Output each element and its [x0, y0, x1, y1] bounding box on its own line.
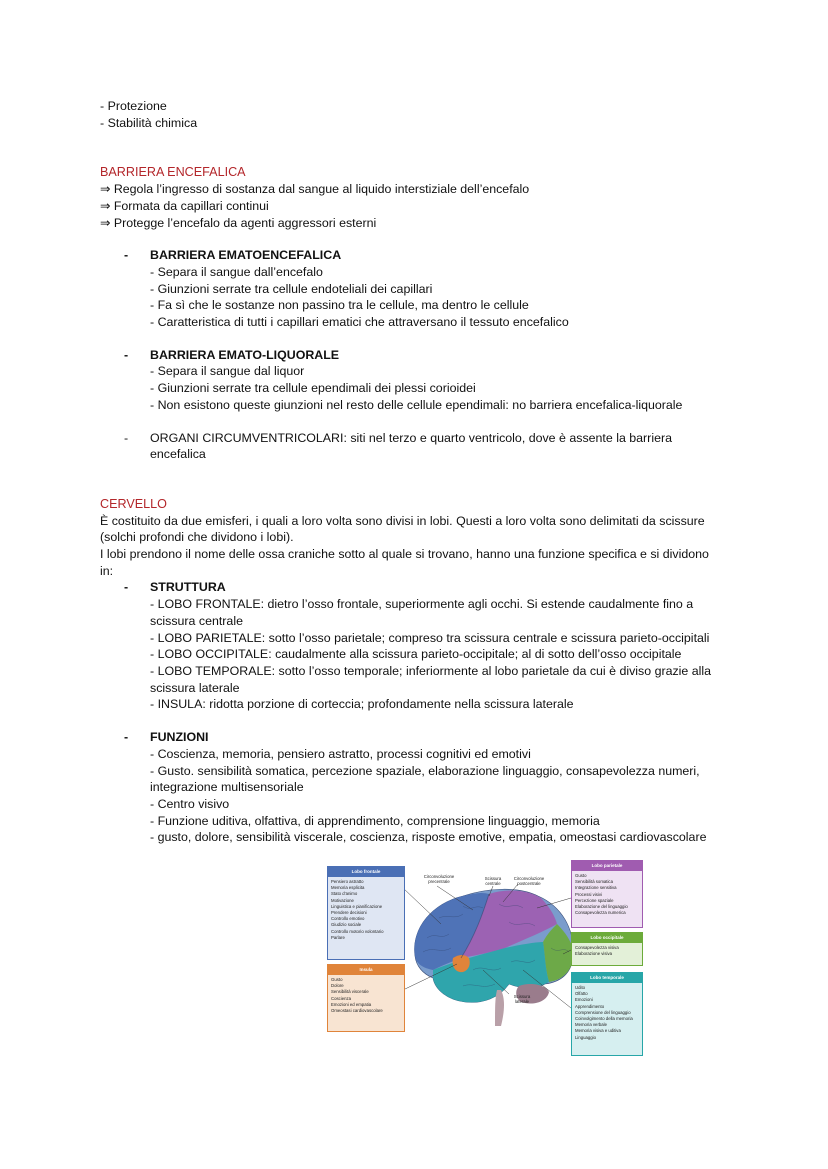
- list-item-funzioni: [100, 729, 730, 846]
- frontale-box: [327, 866, 405, 960]
- parietale-item: Elaborazione del linguaggio: [575, 904, 628, 910]
- insula-item: Gusto: [331, 977, 343, 982]
- temporale-item: Coinvolgimento della memoria: [575, 1016, 633, 1022]
- frontale-item: Motivazione: [331, 897, 354, 903]
- paragraph-line: È costituito da due emisferi, i quali a loro volta sono divisi in lobi. Questi a loro volta sono delimitati da scissure: [100, 513, 705, 528]
- list-line: - Caratteristica di tutti i capillari ematici che attraversano il tessuto encefalico: [150, 315, 569, 330]
- list-line: scissura centrale: [150, 613, 243, 628]
- list-line: encefalica: [150, 447, 206, 462]
- subheading: STRUTTURA: [150, 580, 226, 595]
- list-line: - Giunzioni serrate tra cellule endoteliali dei capillari: [150, 281, 433, 296]
- document-page: [100, 98, 730, 846]
- label-postcentrale: Circonvoluzione postcentrale: [513, 876, 545, 886]
- temporale-item: Udito: [575, 985, 586, 990]
- subheading: BARRIERA EMATO-LIQUORALE: [150, 347, 340, 362]
- occipitale-item: Elaborazione visiva: [575, 951, 613, 957]
- parietale-item: Sensibilità somatica: [575, 879, 613, 885]
- temporale-item: Emozioni: [575, 997, 593, 1003]
- intro-line: - Stabilità chimica: [100, 115, 198, 130]
- brain-stem: [495, 990, 504, 1026]
- frontale-item: Controllo motorio volontario: [331, 928, 384, 934]
- barriera-point: ⇒ Regola l’ingresso di sostanza dal sangue al liquido interstiziale dell’encefalo: [100, 182, 530, 197]
- list-line: - Fa sì che le sostanze non passino tra le cellule, ma dentro le cellule: [150, 298, 529, 313]
- parietale-item: Gusto: [575, 873, 587, 878]
- barriera-point: ⇒ Formata da capillari continui: [100, 198, 269, 213]
- frontale-item: Memoria esplicita: [331, 885, 365, 891]
- frontale-title: Lobo frontale: [328, 867, 404, 877]
- temporale-item: Linguaggio: [575, 1034, 597, 1040]
- bullet: -: [124, 580, 129, 595]
- bullet: -: [124, 347, 129, 362]
- list-line: - Giunzioni serrate tra cellule ependimali dei plessi corioidei: [150, 381, 476, 396]
- temporale-item: Comprensione del linguaggio: [575, 1009, 631, 1015]
- frontale-item: Parlare: [331, 934, 345, 940]
- subheading: BARRIERA EMATOENCEFALICA: [150, 248, 342, 263]
- list-line: ORGANI CIRCUMVENTRICOLARI: siti nel terzo e quarto ventricolo, dove è assente la barriera: [150, 430, 672, 445]
- label-scissura-laterale: Scissura laterale: [513, 994, 531, 1004]
- occipitale-item: Consapevolezza visiva: [575, 945, 619, 950]
- list-line: - Centro visivo: [150, 796, 230, 811]
- list-line: - LOBO TEMPORALE: sotto l’osso temporale; inferiormente al lobo parietale da cui è diviso grazie alla: [150, 663, 712, 678]
- list-item-struttura: [100, 579, 730, 713]
- occipitale-title: Lobo occipitale: [572, 933, 642, 943]
- parietale-item: Integrazione sensitiva: [575, 885, 617, 891]
- insula-item: Dolore: [331, 983, 344, 989]
- list-item-ematoliquorale: [100, 347, 730, 414]
- list-line: - LOBO FRONTALE: dietro l’osso frontale, superiormente agli occhi. Si estende caudalmente fino a: [150, 597, 694, 612]
- list-line: - Gusto. sensibilità somatica, percezione spaziale, elaborazione linguaggio, consapevolezza numeri,: [150, 763, 700, 778]
- temporale-box: [571, 972, 643, 1056]
- insula-item: Coscienza: [331, 995, 352, 1001]
- barriera-point: ⇒ Protegge l’encefalo da agenti aggressori esterni: [100, 215, 377, 230]
- temporale-item: Apprendimento: [575, 1003, 605, 1009]
- section-heading-cervello: CERVELLO: [100, 496, 167, 511]
- occipitale-box: [571, 932, 643, 966]
- paragraph-line: I lobi prendono il nome delle ossa craniche sotto al quale si trovano, hanno una funzione specifica e si dividono: [100, 547, 709, 562]
- parietale-title: Lobo parietale: [572, 861, 642, 871]
- frontale-item: Controllo emotivo: [331, 916, 365, 922]
- subheading: FUNZIONI: [150, 730, 209, 745]
- bullet: -: [124, 248, 129, 263]
- label-scissura-centrale: Scissura centrale: [484, 876, 502, 886]
- list-item-ematoencefalica: [100, 247, 730, 331]
- list-line: - LOBO OCCIPITALE: caudalmente alla scissura parieto-occipitale; al di sotto dell’osso occipitale: [150, 647, 682, 662]
- frontale-item: Pensiero astratto: [331, 879, 364, 884]
- frontale-item: Prendere decisioni: [331, 910, 367, 916]
- insula-box: [327, 964, 405, 1032]
- bullet: -: [124, 730, 129, 745]
- paragraph-line: (solchi profondi che dividono i lobi).: [100, 530, 294, 545]
- frontale-item: Linguistica e pianificazione: [331, 903, 383, 909]
- parietale-box: [571, 860, 643, 928]
- insula-item: Emozioni ed empatia: [331, 1001, 372, 1007]
- temporale-title: Lobo temporale: [572, 973, 642, 983]
- parietale-item: Percezione spaziale: [575, 897, 614, 903]
- insula-item: Omeostasi cardiovascolare: [331, 1008, 383, 1014]
- paragraph-line: in:: [100, 563, 114, 578]
- insula-title: Insula: [328, 965, 404, 975]
- insula-item: Sensibilità viscerale: [331, 989, 369, 995]
- list-line: - LOBO PARIETALE: sotto l’osso parietale; compreso tra scissura centrale e scissura parieto-occipitali: [150, 630, 710, 645]
- section-heading-barriera: BARRIERA ENCEFALICA: [100, 165, 246, 180]
- temporale-item: Olfatto: [575, 991, 588, 997]
- list-line: - Funzione uditiva, olfattiva, di apprendimento, comprensione linguaggio, memoria: [150, 813, 600, 828]
- list-line: - INSULA: ridotta porzione di corteccia; profondamente nella scissura laterale: [150, 697, 574, 712]
- temporale-item: Memoria visiva e uditiva: [575, 1028, 621, 1034]
- list-item-organi: [100, 430, 730, 463]
- parietale-item: Consapevolezza numerica: [575, 910, 626, 916]
- list-line: - Separa il sangue dal liquor: [150, 364, 305, 379]
- frontale-item: Giudizio sociale: [331, 922, 362, 928]
- list-line: scissura laterale: [150, 680, 240, 695]
- list-line: - gusto, dolore, sensibilità viscerale, coscienza, risposte emotive, empatia, omeostasi cardiovascolare: [150, 830, 707, 845]
- bullet: -: [124, 430, 129, 445]
- intro-line: - Protezione: [100, 99, 167, 113]
- brain-figure: [323, 858, 645, 1056]
- list-line: integrazione multisensoriale: [150, 780, 304, 795]
- frontale-item: Stato d’animo: [331, 891, 358, 897]
- label-precentrale: Circonvoluzione precentrale: [423, 874, 455, 884]
- temporale-item: Memoria verbale: [575, 1022, 608, 1028]
- list-line: - Coscienza, memoria, pensiero astratto, processi cognitivi ed emotivi: [150, 746, 531, 761]
- list-line: - Separa il sangue dall’encefalo: [150, 264, 323, 279]
- parietale-item: Processi visivi: [575, 891, 602, 897]
- list-line: - Non esistono queste giunzioni nel resto delle cellule ependimali: no barriera encefalica-liquorale: [150, 397, 683, 412]
